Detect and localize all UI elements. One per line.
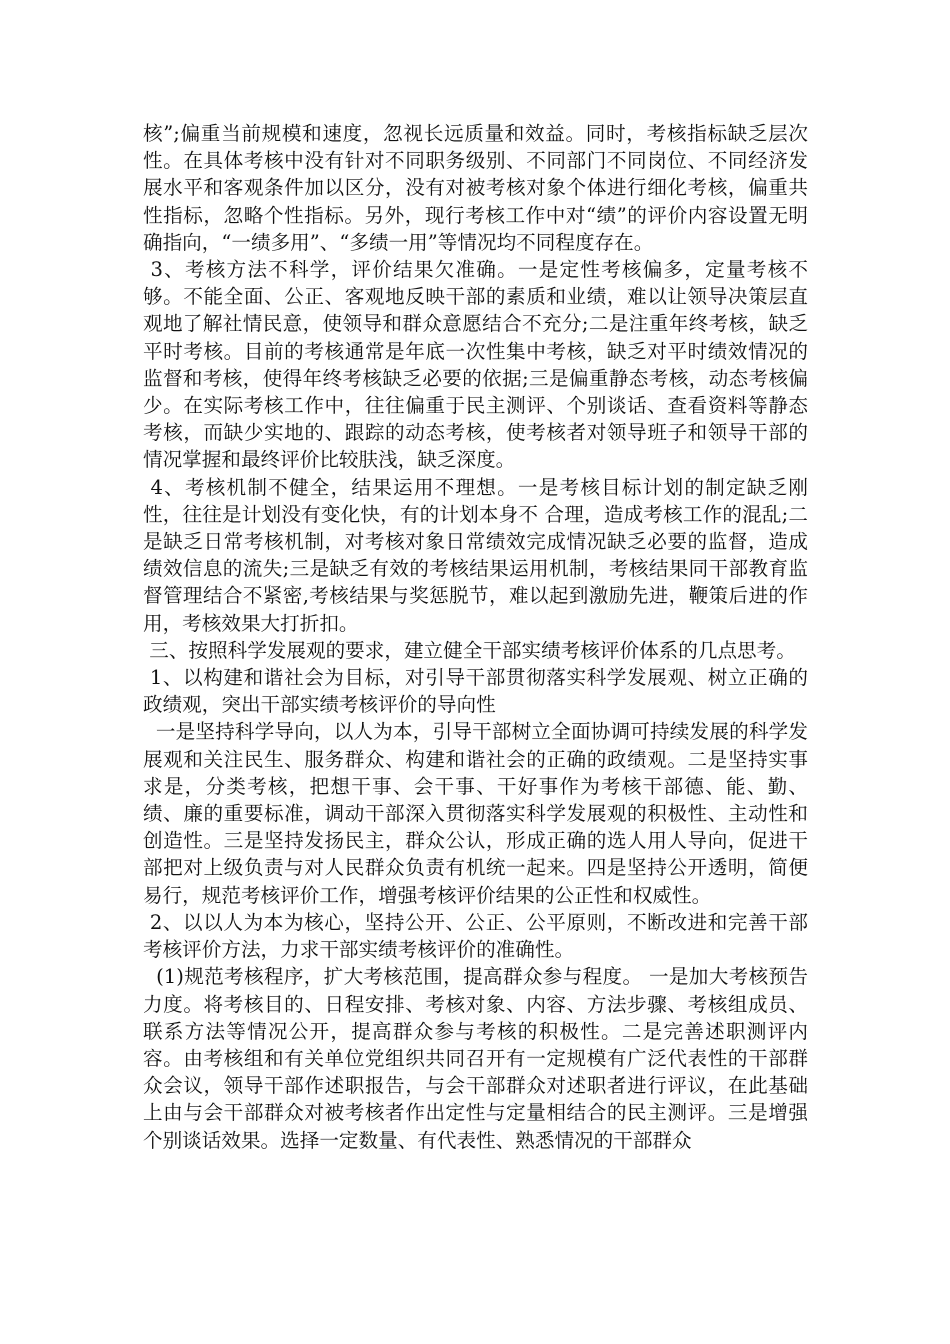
- paragraph-four-principles: 一是坚持科学导向，以人为本，引导干部树立全面协调可持续发展的科学发展观和关注民生、服务群众、构建和谐社会的正确的政绩观。二是坚持实事求是，分类考核，把想干事、会干事、干好事作为考核干部德、能、勤、绩、廉的重要标准，调动干部深入贯彻落实科学发展观的积极性、主动性和创造性。三是坚持发扬民主，群众公认，形成正确的选人用人导向，促进干部把对上级负责与对人民群众负责有机统一起来。四是坚持公开透明，简便易行，规范考核评价工作，增强考核评价结果的公正性和权威性。: [143, 720, 808, 907]
- subheading-people-oriented: 2、以以人为本为核心，坚持公开、公正、公平原则，不断改进和完善干部考核评价方法，力求干部实绩考核评价的准确性。: [143, 910, 808, 962]
- paragraph-assessment-methods: 3、考核方法不科学，评价结果欠准确。一是定性考核偏多，定量考核不够。不能全面、公正、客观地反映干部的素质和业绩，难以让领导决策层直观地了解社情民意，使领导和群众意愿结合不充分;二是注重年终考核，缺乏平时考核。目前的考核通常是年底一次性集中考核，缺乏对平时绩效情况的监督和考核，使得年终考核缺乏必要的依据;三是偏重静态考核，动态考核偏少。在实际考核工作中，往往偏重于民主测评、个别谈话、查看资料等静态考核，而缺少实地的、跟踪的动态考核，使考核者对领导班子和领导干部的情况掌握和最终评价比较肤浅，缺乏深度。: [143, 258, 808, 472]
- document-page: [143, 120, 808, 1310]
- paragraph-assessment-procedure: (1)规范考核程序，扩大考核范围，提高群众参与程度。 一是加大考核预告力度。将考核目的、日程安排、考核对象、内容、方法步骤、考核组成员、联系方法等情况公开，提高群众参与考核的积极性。二是完善述职测评内容。由考核组和有关单位党组织共同召开有一定规模有广泛代表性的干部群众会议，领导干部作述职报告，与会干部群众对述职者进行评议，在此基础上由与会干部群众对被考核者作出定性与定量相结合的民主测评。三是增强个别谈话效果。选择一定数量、有代表性、熟悉情况的干部群众: [143, 965, 808, 1152]
- section-heading-three: 三、按照科学发展观的要求，建立健全干部实绩考核评价体系的几点思考。: [143, 638, 796, 662]
- paragraph-assessment-mechanism: 4、考核机制不健全，结果运用不理想。一是考核目标计划的制定缺乏刚性，往往是计划没有变化快，有的计划本身不 合理，造成考核工作的混乱;二是缺乏日常考核机制，对考核对象日常绩效完成情况缺乏必要的监督，造成绩效信息的流失;三是缺乏有效的考核结果运用机制，考核结果同干部教育监督管理结合不紧密,考核结果与奖惩脱节，难以起到激励先进，鞭策后进的作用，考核效果大打折扣。: [143, 475, 808, 635]
- paragraph-performance-indicators: 核”;偏重当前规模和速度，忽视长远质量和效益。同时，考核指标缺乏层次性。在具体考核中没有针对不同职务级别、不同部门不同岗位、不同经济发展水平和客观条件加以区分，没有对被考核对象个体进行细化考核，偏重共性指标，忽略个性指标。另外，现行考核工作中对“绩”的评价内容设置无明确指向，“一绩多用”、“多绩一用”等情况均不同程度存在。: [143, 122, 808, 254]
- subheading-harmonious-society: 1、以构建和谐社会为目标，对引导干部贯彻落实科学发展观、树立正确的政绩观，突出干部实绩考核评价的导向性: [143, 666, 808, 717]
